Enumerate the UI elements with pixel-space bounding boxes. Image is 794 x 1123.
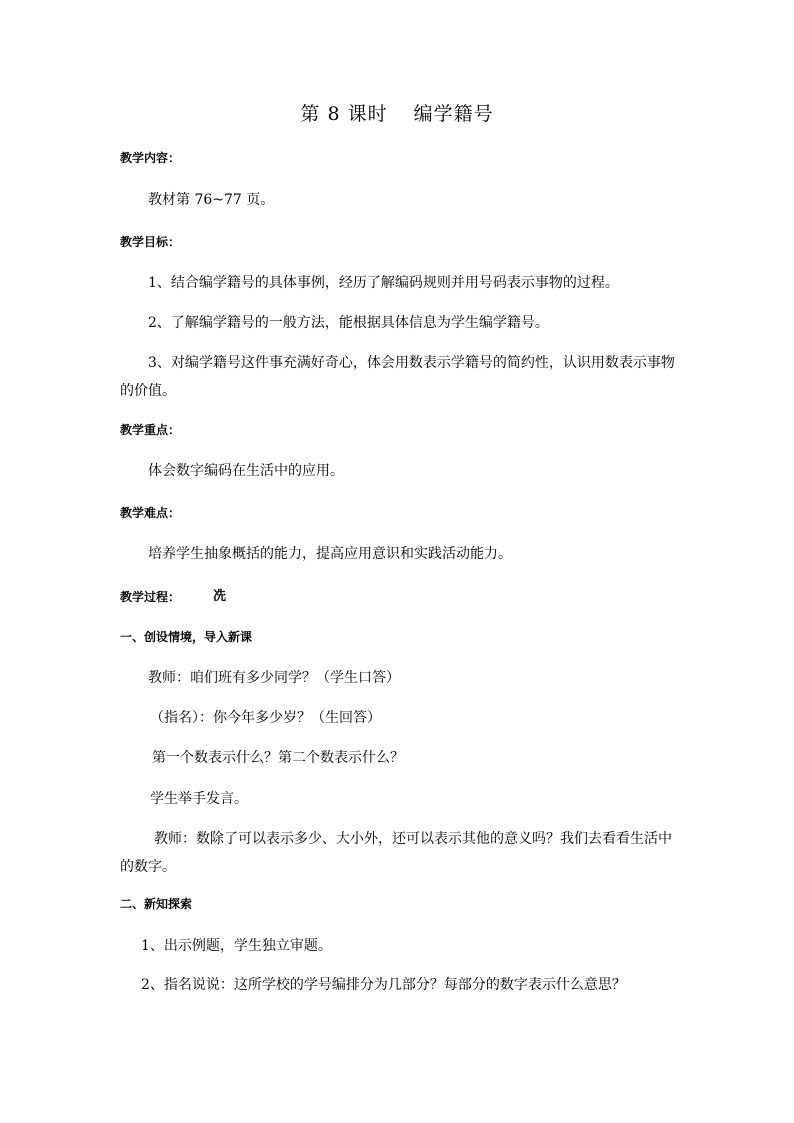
focus-text: 体会数字编码在生活中的应用。	[148, 463, 344, 479]
part-1-heading: 一、创设情境，导入新课	[120, 630, 253, 644]
goal-3: 3、对编学籍号这件事充满好奇心，体会用数表示学籍号的简约性，认识用数表示事物的价值。	[120, 355, 675, 399]
title-lesson-number: 第 8 课时	[300, 103, 388, 125]
process-extra-char: 冼	[213, 589, 227, 604]
difficulty-text: 培养学生抽象概括的能力，提高应用意识和实践活动能力。	[148, 546, 512, 562]
goal-1: 1、结合编学籍号的具体事例，经历了解编码规则并用号码表示事物的过程。	[148, 275, 619, 291]
page-title	[0, 101, 794, 127]
paragraph-2: （指名）：你今年多少岁？（生回答）	[150, 710, 381, 726]
content-text: 教材第 76~77 页。	[148, 192, 275, 208]
focus-label: 教学重点：	[120, 423, 181, 437]
paragraph-5: 教师：数除了可以表示多少、大小外，还可以表示其他的意义吗？我们去看看生活中的数字。	[120, 831, 672, 875]
title-lesson-name: 编学籍号	[413, 103, 494, 125]
paragraph-3: 第一个数表示什么？第二个数表示什么？	[152, 750, 404, 766]
part-2-heading: 二、新知探索	[120, 897, 193, 911]
step-1: 1、出示例题，学生独立审题。	[141, 938, 332, 954]
goal-2: 2、了解编学籍号的一般方法，能根据具体信息为学生编学籍号。	[148, 315, 549, 331]
difficulty-label: 教学难点：	[120, 506, 181, 520]
goals-label: 教学目标：	[120, 235, 181, 249]
step-2: 2、指名说说：这所学校的学号编排分为几部分？每部分的数字表示什么意思？	[141, 977, 626, 993]
process-label: 教学过程：	[120, 590, 181, 604]
paragraph-1: 教师：咱们班有多少同学？（学生口答）	[148, 670, 400, 686]
paragraph-4: 学生举手发言。	[150, 791, 248, 807]
content-label: 教学内容：	[120, 151, 181, 165]
